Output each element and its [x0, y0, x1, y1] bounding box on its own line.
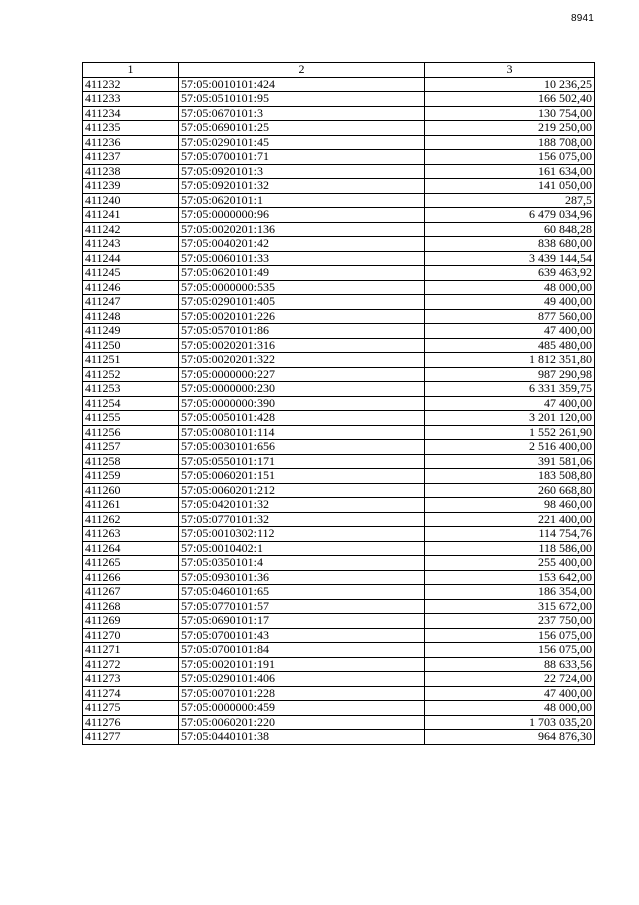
table-row	[83, 382, 595, 397]
table-row	[83, 324, 595, 339]
row-number-cell: 411263	[83, 527, 179, 542]
row-number-cell: 411261	[83, 498, 179, 513]
value-cell: 485 480,00	[425, 338, 595, 353]
cadastral-number-cell: 57:05:0010302:112	[179, 527, 425, 542]
value-cell: 47 400,00	[425, 396, 595, 411]
table-row	[83, 106, 595, 121]
value-cell: 1 812 351,80	[425, 353, 595, 368]
cadastral-number-cell: 57:05:0420101:32	[179, 498, 425, 513]
table-row	[83, 527, 595, 542]
cadastral-number-cell: 57:05:0930101:36	[179, 570, 425, 585]
table-row	[83, 164, 595, 179]
row-number-cell: 411245	[83, 266, 179, 281]
cadastral-number-cell: 57:05:0620101:49	[179, 266, 425, 281]
value-cell: 141 050,00	[425, 179, 595, 194]
value-cell: 1 552 261,90	[425, 425, 595, 440]
value-cell: 49 400,00	[425, 295, 595, 310]
page-number: 8941	[570, 13, 594, 24]
row-number-cell: 411271	[83, 643, 179, 658]
table-row	[83, 135, 595, 150]
row-number-cell: 411269	[83, 614, 179, 629]
row-number-cell: 411241	[83, 208, 179, 223]
row-number-cell: 411274	[83, 686, 179, 701]
value-cell: 156 075,00	[425, 643, 595, 658]
row-number-cell: 411249	[83, 324, 179, 339]
cadastral-number-cell: 57:05:0060201:220	[179, 715, 425, 730]
value-cell: 221 400,00	[425, 512, 595, 527]
value-cell: 391 581,06	[425, 454, 595, 469]
row-number-cell: 411275	[83, 701, 179, 716]
table-row	[83, 251, 595, 266]
header-col-2: 2	[179, 63, 425, 78]
table-row	[83, 628, 595, 643]
cadastral-number-cell: 57:05:0700101:84	[179, 643, 425, 658]
cadastral-number-cell: 57:05:0350101:4	[179, 556, 425, 571]
row-number-cell: 411268	[83, 599, 179, 614]
table-row	[83, 266, 595, 281]
value-cell: 22 724,00	[425, 672, 595, 687]
table-row	[83, 396, 595, 411]
cadastral-number-cell: 57:05:0460101:65	[179, 585, 425, 600]
table-body	[83, 77, 595, 744]
table-row	[83, 512, 595, 527]
header-col-1: 1	[83, 63, 179, 78]
row-number-cell: 411236	[83, 135, 179, 150]
table-row	[83, 353, 595, 368]
cadastral-number-cell: 57:05:0020201:316	[179, 338, 425, 353]
table-row	[83, 498, 595, 513]
cadastral-number-cell: 57:05:0770101:57	[179, 599, 425, 614]
cadastral-number-cell: 57:05:0700101:43	[179, 628, 425, 643]
value-cell: 6 479 034,96	[425, 208, 595, 223]
row-number-cell: 411272	[83, 657, 179, 672]
table-row	[83, 715, 595, 730]
table-row	[83, 730, 595, 745]
value-cell: 838 680,00	[425, 237, 595, 252]
row-number-cell: 411237	[83, 150, 179, 165]
table-header	[83, 63, 595, 78]
cadastral-number-cell: 57:05:0060201:212	[179, 483, 425, 498]
row-number-cell: 411253	[83, 382, 179, 397]
value-cell: 153 642,00	[425, 570, 595, 585]
value-cell: 186 354,00	[425, 585, 595, 600]
row-number-cell: 411240	[83, 193, 179, 208]
cadastral-number-cell: 57:05:0060201:151	[179, 469, 425, 484]
table-row	[83, 599, 595, 614]
cadastral-number-cell: 57:05:0000000:230	[179, 382, 425, 397]
cadastral-number-cell: 57:05:0920101:32	[179, 179, 425, 194]
header-col-3: 3	[425, 63, 595, 78]
cadastral-number-cell: 57:05:0670101:3	[179, 106, 425, 121]
cadastral-number-cell: 57:05:0920101:3	[179, 164, 425, 179]
value-cell: 3 201 120,00	[425, 411, 595, 426]
cadastral-number-cell: 57:05:0010402:1	[179, 541, 425, 556]
value-cell: 639 463,92	[425, 266, 595, 281]
value-cell: 188 708,00	[425, 135, 595, 150]
value-cell: 6 331 359,75	[425, 382, 595, 397]
table-row	[83, 237, 595, 252]
table-row	[83, 77, 595, 92]
table-row	[83, 92, 595, 107]
cadastral-number-cell: 57:05:0000000:535	[179, 280, 425, 295]
table-row	[83, 150, 595, 165]
value-cell: 1 703 035,20	[425, 715, 595, 730]
value-cell: 987 290,98	[425, 367, 595, 382]
table-row	[83, 614, 595, 629]
row-number-cell: 411277	[83, 730, 179, 745]
row-number-cell: 411252	[83, 367, 179, 382]
row-number-cell: 411232	[83, 77, 179, 92]
cadastral-number-cell: 57:05:0290101:405	[179, 295, 425, 310]
cadastral-number-cell: 57:05:0020201:322	[179, 353, 425, 368]
value-cell: 47 400,00	[425, 686, 595, 701]
table-row	[83, 643, 595, 658]
value-cell: 287,5	[425, 193, 595, 208]
row-number-cell: 411270	[83, 628, 179, 643]
row-number-cell: 411273	[83, 672, 179, 687]
value-cell: 10 236,25	[425, 77, 595, 92]
row-number-cell: 411242	[83, 222, 179, 237]
cadastral-number-cell: 57:05:0510101:95	[179, 92, 425, 107]
row-number-cell: 411265	[83, 556, 179, 571]
row-number-cell: 411262	[83, 512, 179, 527]
row-number-cell: 411254	[83, 396, 179, 411]
table-row	[83, 338, 595, 353]
table-row	[83, 657, 595, 672]
row-number-cell: 411256	[83, 425, 179, 440]
row-number-cell: 411257	[83, 440, 179, 455]
table-row	[83, 483, 595, 498]
row-number-cell: 411258	[83, 454, 179, 469]
value-cell: 260 668,80	[425, 483, 595, 498]
cadastral-number-cell: 57:05:0690101:25	[179, 121, 425, 136]
cadastral-number-cell: 57:05:0000000:96	[179, 208, 425, 223]
table-row	[83, 222, 595, 237]
row-number-cell: 411233	[83, 92, 179, 107]
table-row	[83, 454, 595, 469]
registry-table	[82, 62, 595, 745]
row-number-cell: 411238	[83, 164, 179, 179]
cadastral-number-cell: 57:05:0000000:227	[179, 367, 425, 382]
value-cell: 237 750,00	[425, 614, 595, 629]
table-row	[83, 121, 595, 136]
value-cell: 130 754,00	[425, 106, 595, 121]
row-number-cell: 411276	[83, 715, 179, 730]
value-cell: 114 754,76	[425, 527, 595, 542]
cadastral-number-cell: 57:05:0040201:42	[179, 237, 425, 252]
cadastral-number-cell: 57:05:0690101:17	[179, 614, 425, 629]
value-cell: 183 508,80	[425, 469, 595, 484]
cadastral-number-cell: 57:05:0440101:38	[179, 730, 425, 745]
row-number-cell: 411267	[83, 585, 179, 600]
value-cell: 877 560,00	[425, 309, 595, 324]
row-number-cell: 411234	[83, 106, 179, 121]
row-number-cell: 411255	[83, 411, 179, 426]
cadastral-number-cell: 57:05:0080101:114	[179, 425, 425, 440]
table-row	[83, 541, 595, 556]
value-cell: 166 502,40	[425, 92, 595, 107]
cadastral-number-cell: 57:05:0050101:428	[179, 411, 425, 426]
row-number-cell: 411251	[83, 353, 179, 368]
value-cell: 219 250,00	[425, 121, 595, 136]
value-cell: 255 400,00	[425, 556, 595, 571]
table-row	[83, 585, 595, 600]
value-cell: 48 000,00	[425, 701, 595, 716]
row-number-cell: 411244	[83, 251, 179, 266]
table-row	[83, 425, 595, 440]
header-row	[83, 63, 595, 78]
value-cell: 161 634,00	[425, 164, 595, 179]
value-cell: 3 439 144,54	[425, 251, 595, 266]
row-number-cell: 411248	[83, 309, 179, 324]
value-cell: 48 000,00	[425, 280, 595, 295]
table-row	[83, 179, 595, 194]
row-number-cell: 411250	[83, 338, 179, 353]
cadastral-number-cell: 57:05:0290101:406	[179, 672, 425, 687]
cadastral-number-cell: 57:05:0620101:1	[179, 193, 425, 208]
cadastral-number-cell: 57:05:0570101:86	[179, 324, 425, 339]
cadastral-number-cell: 57:05:0000000:390	[179, 396, 425, 411]
table-row	[83, 309, 595, 324]
table-row	[83, 411, 595, 426]
row-number-cell: 411247	[83, 295, 179, 310]
value-cell: 88 633,56	[425, 657, 595, 672]
value-cell: 156 075,00	[425, 628, 595, 643]
cadastral-number-cell: 57:05:0030101:656	[179, 440, 425, 455]
value-cell: 118 586,00	[425, 541, 595, 556]
row-number-cell: 411239	[83, 179, 179, 194]
row-number-cell: 411246	[83, 280, 179, 295]
cadastral-number-cell: 57:05:0000000:459	[179, 701, 425, 716]
table-row	[83, 672, 595, 687]
table-row	[83, 295, 595, 310]
cadastral-number-cell: 57:05:0700101:71	[179, 150, 425, 165]
table-row	[83, 280, 595, 295]
row-number-cell: 411266	[83, 570, 179, 585]
row-number-cell: 411235	[83, 121, 179, 136]
table-row	[83, 440, 595, 455]
table-row	[83, 701, 595, 716]
row-number-cell: 411264	[83, 541, 179, 556]
cadastral-number-cell: 57:05:0020101:226	[179, 309, 425, 324]
value-cell: 315 672,00	[425, 599, 595, 614]
value-cell: 60 848,28	[425, 222, 595, 237]
row-number-cell: 411260	[83, 483, 179, 498]
table-row	[83, 570, 595, 585]
table-row	[83, 193, 595, 208]
table-row	[83, 686, 595, 701]
cadastral-number-cell: 57:05:0550101:171	[179, 454, 425, 469]
cadastral-number-cell: 57:05:0770101:32	[179, 512, 425, 527]
table-row	[83, 469, 595, 484]
row-number-cell: 411259	[83, 469, 179, 484]
value-cell: 98 460,00	[425, 498, 595, 513]
cadastral-number-cell: 57:05:0060101:33	[179, 251, 425, 266]
value-cell: 156 075,00	[425, 150, 595, 165]
row-number-cell: 411243	[83, 237, 179, 252]
cadastral-number-cell: 57:05:0070101:228	[179, 686, 425, 701]
cadastral-number-cell: 57:05:0020201:136	[179, 222, 425, 237]
table-row	[83, 208, 595, 223]
table-row	[83, 556, 595, 571]
cadastral-number-cell: 57:05:0290101:45	[179, 135, 425, 150]
value-cell: 964 876,30	[425, 730, 595, 745]
table-row	[83, 367, 595, 382]
cadastral-number-cell: 57:05:0010101:424	[179, 77, 425, 92]
value-cell: 2 516 400,00	[425, 440, 595, 455]
cadastral-number-cell: 57:05:0020101:191	[179, 657, 425, 672]
value-cell: 47 400,00	[425, 324, 595, 339]
